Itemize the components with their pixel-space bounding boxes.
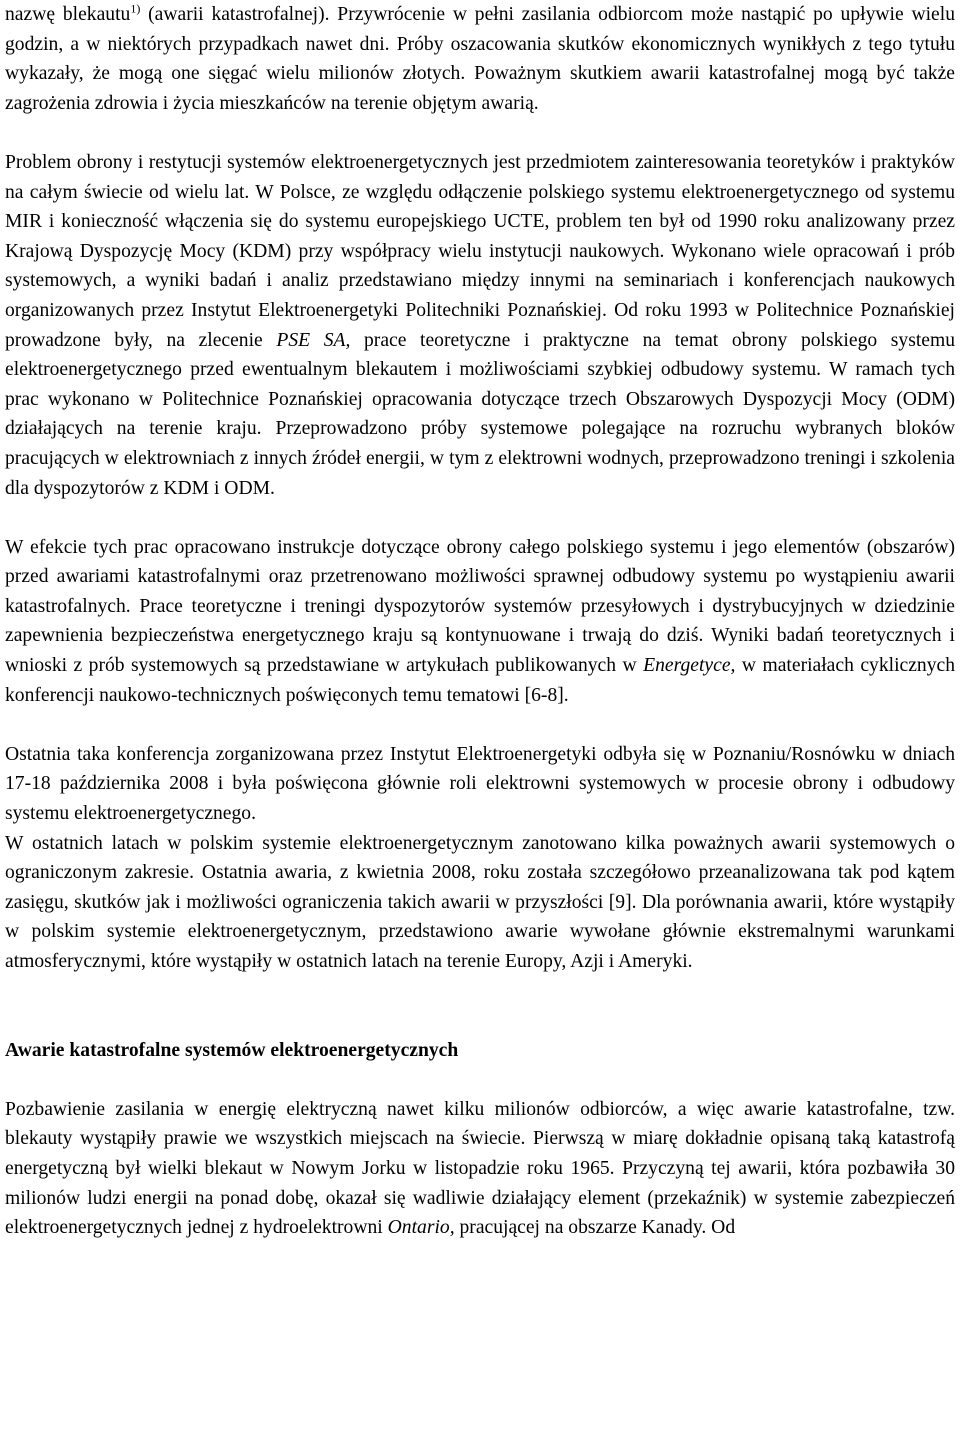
text-run: w materiałach cyklicznych konferencji naukowo-technicznych poświęconych temu tematowi [6-8].	[5, 655, 955, 706]
italic-term-ontario: Ontario,	[387, 1217, 455, 1239]
paragraph-recent-failures: W ostatnich latach w polskim systemie elektroenergetycznym zanotowano kilka poważnych awarii systemowych o ograniczonym zakresie. Ostatnia awaria, z kwietnia 2008, roku została szczegółowo przeanalizowana tak pod kątem zasięgu, skutków jak i możliwości ograniczenia takich awarii w przyszłości [9]. Dla porównania awarii, które wystąpiły w polskim systemie elektroenergetycznym, przedstawiono awarie wywołane głównie ekstremalnymi warunkami atmosferycznymi, które wystąpiły w ostatnich latach na terenie Europy, Azji i Ameryki.	[5, 832, 955, 972]
text-run: W efekcie tych prac opracowano instrukcje dotyczące obrony całego polskiego systemu i jego elementów (obszarów) przed awariami katastrofalnymi oraz przetrenowano możliwości sprawnej odbudowy systemu po wystąpieniu awarii katastrofalnych. Prace teoretyczne i treningi dyspozytorów systemów przesyłowych i dystrybucyjnych w dziedzinie zapewnienia bezpieczeństwa energetycznego kraju są kontynuowane i trwają do dziś. Wyniki badań teoretycznych i wnioski z prób systemowych są przedstawiane w artykułach publikowanych w	[5, 536, 955, 677]
paragraph-defense-restoration	[5, 148, 955, 503]
paragraph-conference: Ostatnia taka konferencja zorganizowana przez Instytut Elektroenergetyki odbyła się w Poznaniu/Rosnówku w dniach 17-18 października 2008 i była poświęcona głównie roli elektrowni systemowych w procesie obrony i odbudowy systemu elektroenergetycznego.	[5, 743, 955, 825]
text-run: prace teoretyczne i praktyczne na temat obrony polskiego systemu elektroenergetycznego przed ewentualnym blekautem i możliwościami szybkiej odbudowy systemu. W ramach tych prac wykonano w Politechnice Poznańskiej opracowania dotyczące trzech Obszarowych Dyspozycji Mocy (ODM) działających na terenie kraju. Przeprowadzono próby systemowe polegające na rozruchu wybranych bloków pracujących w elektrowniach z innych źródeł energii, w tym z elektrowni wodnych, przeprowadzono treningi i szkolenia dla dyspozytorów z KDM i ODM.	[5, 329, 956, 499]
text-run: Problem obrony i restytucji systemów elektroenergetycznych jest przedmiotem zainteresowania teoretyków i praktyków na całym świecie od wielu lat. W Polsce, ze względu odłączenie polskiego systemu elektroenergetycznego od systemu MIR i konieczność włączenia się do systemu europejskiego UCTE, problem ten był od 1990 roku analizowany przez Krajową Dyspozycję Mocy (KDM) przy współpracy wielu instytucji naukowych. Wykonano wiele opracowań i prób systemowych, a wyniki badań i analiz przedstawiano między innymi na seminariach i konferencjach naukowych organizowanych przez Instytut Elektroenergetyki Politechniki Poznańskiej. Od roku 1993 w Politechnice Poznańskiej prowadzone były, na zlecenie	[5, 151, 955, 351]
section-gap	[5, 977, 955, 1036]
paragraph-blackout-consequences	[5, 0, 955, 118]
paragraph-gap	[5, 118, 955, 148]
italic-term-pse: PSE SA,	[276, 329, 351, 351]
footnote-marker: 1)	[130, 1, 141, 16]
text-run: (awarii katastrofalnej). Przywrócenie w pełni zasilania odbiorcom może nastąpić po upływie wielu godzin, a w niektórych przypadkach nawet dni. Próby oszacowania skutków ekonomicznych wynikłych z tego tytułu wykazały, że mogą one sięgać wielu milionów złotych. Poważnym skutkiem awarii katastrofalnej mogą być także zagrożenia zdrowia i życia mieszkańców na terenie objętym awarią.	[5, 4, 955, 114]
text-run: pracującej na obszarze Kanady. Od	[454, 1217, 736, 1239]
paragraph-instructions	[5, 533, 955, 711]
paragraph-world-blackouts	[5, 1095, 955, 1243]
paragraph-gap	[5, 710, 955, 740]
italic-term-energetyka: Energetyce,	[643, 655, 736, 677]
section-heading: Awarie katastrofalne systemów elektroenergetycznych	[5, 1039, 459, 1061]
text-run: nazwę blekautu	[5, 4, 131, 25]
paragraph-gap	[5, 1065, 955, 1095]
paragraph-gap	[5, 503, 955, 533]
text-run: Pozbawienie zasilania w energię elektryczną nawet kilku milionów odbiorców, a więc awarie katastrofalne, tzw. blekauty wystąpiły prawie we wszystkich miejscach na świecie. Pierwszą w miarę dokładnie opisaną taką katastrofą energetyczną był wielki blekaut w Nowym Jorku w listopadzie roku 1965. Przyczyną tej awarii, która pozbawiła 30 milionów ludzi energii na ponad dobę, okazał się wadliwie działający element (przekaźnik) w systemie zabezpieczeń elektroenergetycznych jednej z hydroelektrowni	[5, 1098, 955, 1239]
document-page	[5, 0, 955, 1243]
